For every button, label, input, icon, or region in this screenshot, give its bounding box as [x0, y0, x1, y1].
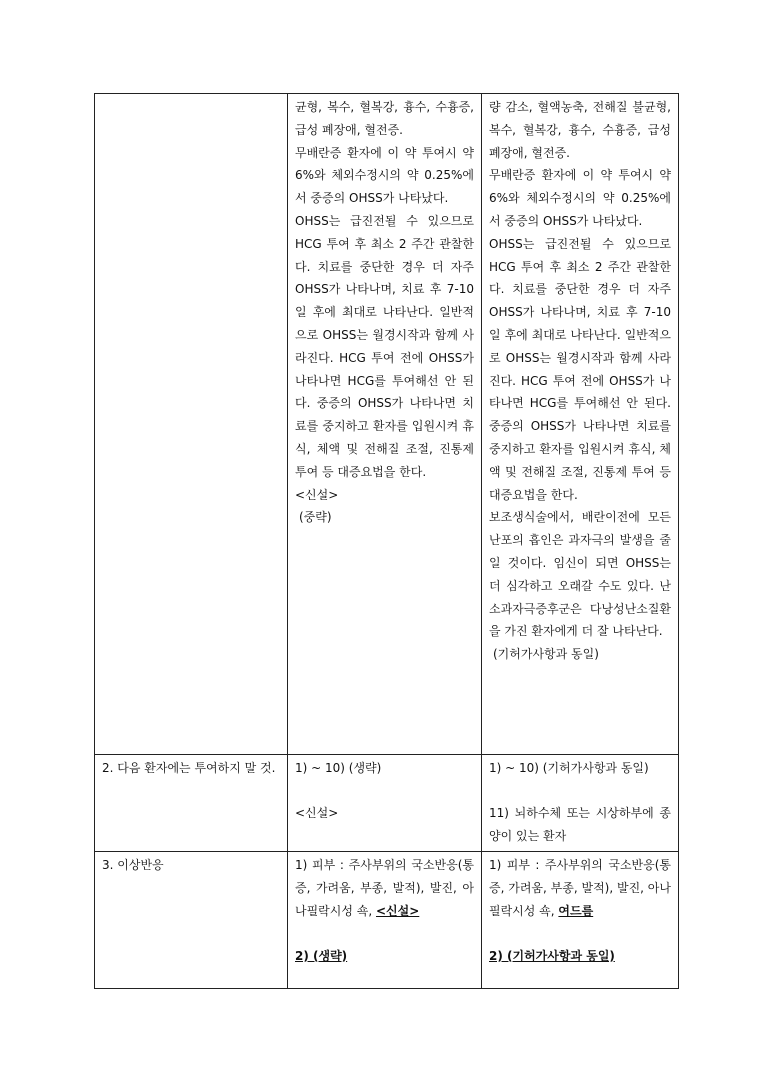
paragraph: 보조생식술에서, 배란이전에 모든 난포의 흡인은 과자극의 발생을 줄일 것이다. 임신이 되면 OHSS는 더 심각하고 오래갈 수도 있다. 난소과자극증후군은 다낭성난소질환을 가진 환자에게 더 잘 나타난다. [489, 510, 671, 639]
row2-col1: 2. 다음 환자에는 투여하지 말 것. [95, 755, 288, 852]
row1-col2 [288, 94, 482, 755]
effect-text: 1) 피부 : 주사부위의 국소반응(통증, 가려움, 부종, 발적), 발진, 아나필락시성 쇽, [295, 858, 474, 918]
paragraph: 균형, 복수, 혈복강, 흉수, 수흉증, 급성 폐장애, 혈전증. [295, 100, 474, 137]
paragraph: 1) ~ 10) (생략) [295, 761, 382, 775]
table-row [95, 852, 679, 989]
new-marker: <신설> [295, 487, 339, 502]
paragraph [489, 854, 671, 922]
paragraph: 량 감소, 혈액농축, 전해질 불균형, 복수, 혈복강, 흉수, 수흉증, 급성 폐장애, 혈전증. [489, 100, 671, 160]
paragraph: OHSS는 급진전될 수 있으므로 HCG 투여 후 최소 2 주간 관찰한다. 치료를 중단한 경우 더 자주 OHSS가 나타나며, 치료 후 7-10일 후에 최대로 나타난다. 일반적으로 OHSS는 월경시작과 함께 사라진다. HCG 투여 전에 OHSS가 나타나면 HCG를 투여해선 안 된다. 중증의 OHSS가 나타나면 치료를 중지하고 환자를 입원시켜 휴식, 체액 및 전해질 조절, 진통제 투여 등 대증요법을 한다. [489, 236, 671, 502]
table-row [95, 94, 679, 755]
table-row [95, 755, 679, 852]
row1-col1 [95, 94, 288, 755]
same-note: (기허가사항과 동일) [493, 647, 599, 662]
paragraph: 무배란증 환자에 이 약 투여시 약 6%와 체외수정시의 약 0.25%에서 중증의 OHSS가 나타났다. [489, 168, 671, 228]
effect-text: 1) 피부 : 주사부위의 국소반응(통증, 가려움, 부종, 발적), 발진, 아나필락시성 쇽, [489, 858, 671, 918]
row3-col2 [288, 852, 482, 989]
omitted-note: (중략) [299, 510, 332, 525]
same-note: 2) (기허가사항과 동일) [489, 948, 615, 963]
paragraph: OHSS는 급진전될 수 있으므로 HCG 투여 후 최소 2 주간 관찰한다. 치료를 중단한 경우 더 자주 OHSS가 나타나며, 치료 후 7-10일 후에 최대로 나타난다. 일반적으로 OHSS는 월경시작과 함께 사라진다. HCG 투여 전에 OHSS가 나타나면 HCG를 투여해선 안 된다. 중증의 OHSS가 나타나면 치료를 중지하고 환자를 입원시켜 휴식, 체액 및 전해질 조절, 진통제 투여 등 대증요법을 한다. [295, 213, 474, 479]
paragraph: 1) ~ 10) (기허가사항과 동일) [489, 761, 649, 775]
paragraph: 무배란증 환자에 이 약 투여시 약 6%와 체외수정시의 약 0.25%에서 중증의 OHSS가 나타났다. [295, 145, 474, 206]
row3-col1: 3. 이상반응 [95, 852, 288, 989]
row2-col2 [288, 755, 482, 852]
row3-col3 [482, 852, 679, 989]
paragraph [295, 854, 474, 922]
added-term: 여드름 [558, 903, 594, 918]
omitted-note: 2) (생략) [295, 948, 348, 963]
paragraph: 11) 뇌하수체 또는 시상하부에 종양이 있는 환자 [489, 805, 671, 843]
row2-col3 [482, 755, 679, 852]
new-marker: <신설> [376, 903, 420, 918]
comparison-table [94, 93, 679, 989]
row1-col3 [482, 94, 679, 755]
new-marker: <신설> [295, 805, 339, 820]
